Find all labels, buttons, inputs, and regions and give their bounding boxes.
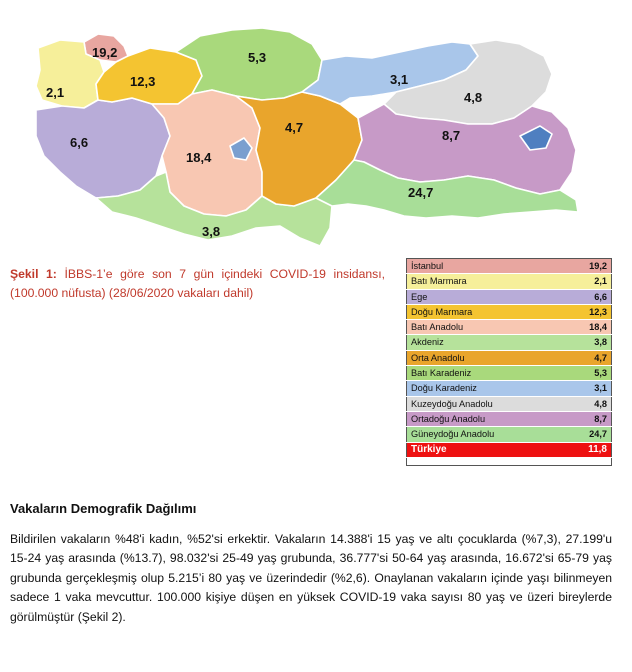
legend-row (407, 366, 612, 381)
legend-row-name: Doğu Marmara (407, 304, 564, 319)
turkey-region-map (0, 0, 632, 262)
legend-row-name: İstanbul (407, 259, 564, 274)
legend-row-value: 19,2 (564, 259, 612, 274)
label-orta-anadolu: 4,7 (285, 120, 304, 135)
legend-row-value: 12,3 (564, 304, 612, 319)
legend-spacer (407, 457, 612, 465)
label-ortadogu-anadolu: 8,7 (442, 128, 461, 143)
section-title: Vakaların Demografik Dağılımı (10, 501, 197, 516)
legend-row (407, 411, 612, 426)
legend-row-value: 18,4 (564, 320, 612, 335)
legend-row (407, 427, 612, 442)
legend-row-name: Kuzeydoğu Anadolu (407, 396, 564, 411)
legend-row-name: Doğu Karadeniz (407, 381, 564, 396)
label-istanbul: 19,2 (92, 45, 118, 60)
figure-caption (10, 265, 385, 303)
legend-row-value: 2,1 (564, 274, 612, 289)
legend-row (407, 259, 612, 274)
section-body: Bildirilen vakaların %48'i kadın, %52'si erkektir. Vakaların 14.388'i 15 yaş ve altı çocuklarda (%7,3), 27.199'u 15-24 yaş arasında (%13.7), 98.032'si 25-49 yaş grubunda, 36.777'si 50-64 yaş arasında, 16.672'si 65-79 yaş grubunda gerçekleşmiş olup 5.215’i 80 yaş ve üzerindedir (%2,6). Onaylanan vakaların içinde yaşı bilinmeyen sadece 1 vaka mevcuttur. 100.000 kişiye düşen en yüksek COVID-19 vaka sayısı 80 yaş ve üzeri bireylerde görülmüştür (Şekil 2). (10, 532, 612, 624)
label-ege: 6,6 (70, 135, 89, 150)
legend-row-name: Batı Karadeniz (407, 366, 564, 381)
legend-row-name: Batı Anadolu (407, 320, 564, 335)
label-guneydogu-anadolu: 24,7 (408, 185, 434, 200)
legend-row (407, 396, 612, 411)
legend-row (407, 304, 612, 319)
legend-row-name: Batı Marmara (407, 274, 564, 289)
legend-row-value: 4,8 (564, 396, 612, 411)
label-bati-marmara: 2,1 (46, 85, 65, 100)
legend-row-value: 3,8 (564, 335, 612, 350)
legend-total-name: Türkiye (407, 442, 564, 457)
legend-row-value: 4,7 (564, 350, 612, 365)
legend-body (407, 259, 612, 466)
label-akdeniz: 3,8 (202, 224, 221, 239)
legend-row (407, 289, 612, 304)
legend-row-value: 6,6 (564, 289, 612, 304)
legend-row-value: 5,3 (564, 366, 612, 381)
legend-total-row (407, 442, 612, 457)
caption-text: İBBS-1’e göre son 7 gün içindeki COVID-19 insidansı, (100.000 nüfusta) (28/06/2020 vakaları dahil) (10, 267, 386, 300)
legend-spacer-cell (407, 457, 612, 465)
legend-row-value: 3,1 (564, 381, 612, 396)
legend-total-value: 11,8 (564, 442, 612, 457)
legend-row-name: Akdeniz (407, 335, 564, 350)
legend-row (407, 350, 612, 365)
legend-row-value: 24,7 (564, 427, 612, 442)
legend-row (407, 335, 612, 350)
label-dogu-karadeniz: 3,1 (390, 72, 409, 87)
legend-row (407, 381, 612, 396)
legend-row-name: Ortadoğu Anadolu (407, 411, 564, 426)
legend-table (406, 258, 612, 466)
legend-row-name: Orta Anadolu (407, 350, 564, 365)
label-bati-anadolu: 18,4 (186, 150, 212, 165)
map-svg (0, 0, 632, 262)
legend-row-name: Ege (407, 289, 564, 304)
legend-row-name: Güneydoğu Anadolu (407, 427, 564, 442)
caption-label: Şekil 1: (10, 267, 57, 281)
label-bati-karadeniz: 5,3 (248, 50, 267, 65)
legend-row-value: 8,7 (564, 411, 612, 426)
legend-row (407, 274, 612, 289)
label-kuzeydogu-anadolu: 4,8 (464, 90, 483, 105)
legend-row (407, 320, 612, 335)
label-dogu-marmara: 12,3 (130, 74, 156, 89)
